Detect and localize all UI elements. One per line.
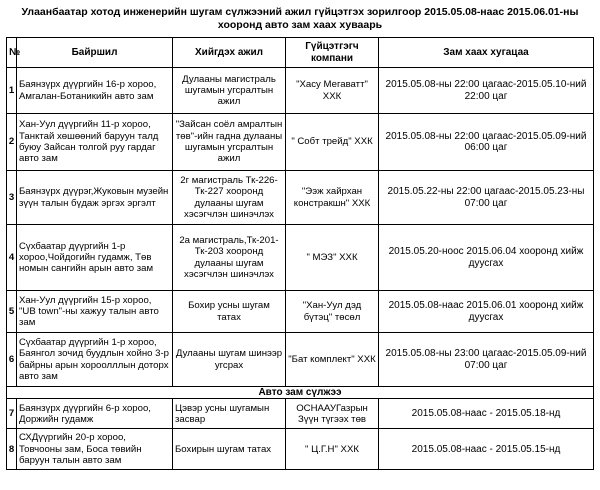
- row-location: Хан-Уул дүүргийн 15-р хороо, "UB town"-ны хажуу талын авто зам: [17, 291, 173, 333]
- row-period: 2015.05.08-наас - 2015.05.18-нд: [379, 399, 594, 429]
- table-row: [7, 429, 594, 470]
- row-location: СХДүүргийн 20-р хороо, Товчооны зам, Боса төвийн баруун талын авто зам: [17, 429, 173, 470]
- page-title: [0, 6, 600, 32]
- table-row: [7, 68, 594, 114]
- row-location: Баянзүрх дүүргийн 16-р хороо, Амгалан-Ботаникийн авто зам: [17, 68, 173, 114]
- row-company: " Ц.Г.Н" ХХК: [286, 429, 379, 470]
- row-company: "Ээж хайрхан констракшн" ХХК: [286, 171, 379, 225]
- table-header-row: [7, 38, 594, 68]
- row-period: 2015.05.08-наас 2015.06.01 хооронд хийж дуусгах: [379, 291, 594, 333]
- row-company: "Бат комплект" ХХК: [286, 333, 379, 387]
- row-location: Сүхбаатар дүүргийн 1-р хороо, Баянгол зочид буудлын хойно 3-р байрны арын хороолллын доторх авто зам: [17, 333, 173, 387]
- column-header-period: Зам хаах хугацаа: [379, 38, 594, 68]
- column-header-location: Байршил: [17, 38, 173, 68]
- section-header-row: [7, 387, 594, 399]
- row-work: "Зайсан соёл амралтын төв"-ийн гадна дулааны шугамын угсралтын ажил: [173, 114, 286, 171]
- row-number: 2: [7, 114, 17, 171]
- table-row: [7, 291, 594, 333]
- row-work: 2а магистраль,Тк-201-Тк-203 хооронд дулааны шугам хэсэгчлэн шинэчлэх: [173, 225, 286, 291]
- row-number: 6: [7, 333, 17, 387]
- row-company: " Собт трейд" ХХК: [286, 114, 379, 171]
- column-header-work: Хийгдэх ажил: [173, 38, 286, 68]
- table-row: [7, 333, 594, 387]
- row-number: 7: [7, 399, 17, 429]
- row-company: "Хан-Уул дэд бүтэц" төсөл: [286, 291, 379, 333]
- table-row: [7, 225, 594, 291]
- title-line-2: хооронд авто зам хаах хуваарь: [217, 19, 383, 31]
- row-location: Сүхбаатар дүүргийн 1-р хороо,Чойдогийн гудамж, Төв номын сангийн арын авто зам: [17, 225, 173, 291]
- row-work: Дулааны шугам шинээр угсрах: [173, 333, 286, 387]
- title-line-1: Улаанбаатар хотод инженерийн шугам сүлжээний ажил гүйцэтгэх зорилгоор 2015.05.08-наас 2015.06.01-ны: [21, 6, 579, 18]
- row-number: 4: [7, 225, 17, 291]
- row-location: Хан-Уул дүүргийн 11-р хороо, Танктай хөшөөний баруун талд буюу Зайсан толгой руу гардаг авто зам: [17, 114, 173, 171]
- row-period: 2015.05.08-наас - 2015.05.15-нд: [379, 429, 594, 470]
- row-company: " МЭЗ" ХХК: [286, 225, 379, 291]
- row-period: 2015.05.08-ны 22:00 цагаас-2015.05.10-ний 22:00 цаг: [379, 68, 594, 114]
- row-number: 5: [7, 291, 17, 333]
- section-label: Авто зам сүлжээ: [7, 387, 594, 399]
- row-location: Баянзүрх дүүргийн 6-р хороо, Доржийн гудамж: [17, 399, 173, 429]
- row-location: Баянзүрх дүүрэг,Жуковын музейн зүүн талын бүдаж эргэх эргэлт: [17, 171, 173, 225]
- row-company: ОСНААУГазрын Зүүн түгээх төв: [286, 399, 379, 429]
- row-work: Бохир усны шугам татах: [173, 291, 286, 333]
- column-header-company: Гүйцэтгэгч компани: [286, 38, 379, 68]
- row-work: 2г магистраль Тк-226-Тк-227 хооронд дулааны шугам хэсэгчлэн шинэчлэх: [173, 171, 286, 225]
- row-period: 2015.05.08-ны 23:00 цагаас-2015.05.09-ний 07:00 цаг: [379, 333, 594, 387]
- column-header-number: №: [7, 38, 17, 68]
- row-number: 1: [7, 68, 17, 114]
- row-work: Цэвэр усны шугамын засвар: [173, 399, 286, 429]
- table-row: [7, 171, 594, 225]
- row-number: 8: [7, 429, 17, 470]
- row-work: Дулааны магистраль шугамын угсралтын ажил: [173, 68, 286, 114]
- row-period: 2015.05.20-ноос 2015.06.04 хооронд хийж дуусгах: [379, 225, 594, 291]
- row-company: "Хасу Мегаватт" ХХК: [286, 68, 379, 114]
- table-row: [7, 399, 594, 429]
- row-work: Бохирын шугам татах: [173, 429, 286, 470]
- row-period: 2015.05.22-ны 22:00 цагаас-2015.05.23-ны 07:00 цаг: [379, 171, 594, 225]
- road-closure-table: [6, 37, 594, 470]
- row-number: 3: [7, 171, 17, 225]
- table-row: [7, 114, 594, 171]
- row-period: 2015.05.08-ны 22:00 цагаас-2015.05.09-ний 06:00 цаг: [379, 114, 594, 171]
